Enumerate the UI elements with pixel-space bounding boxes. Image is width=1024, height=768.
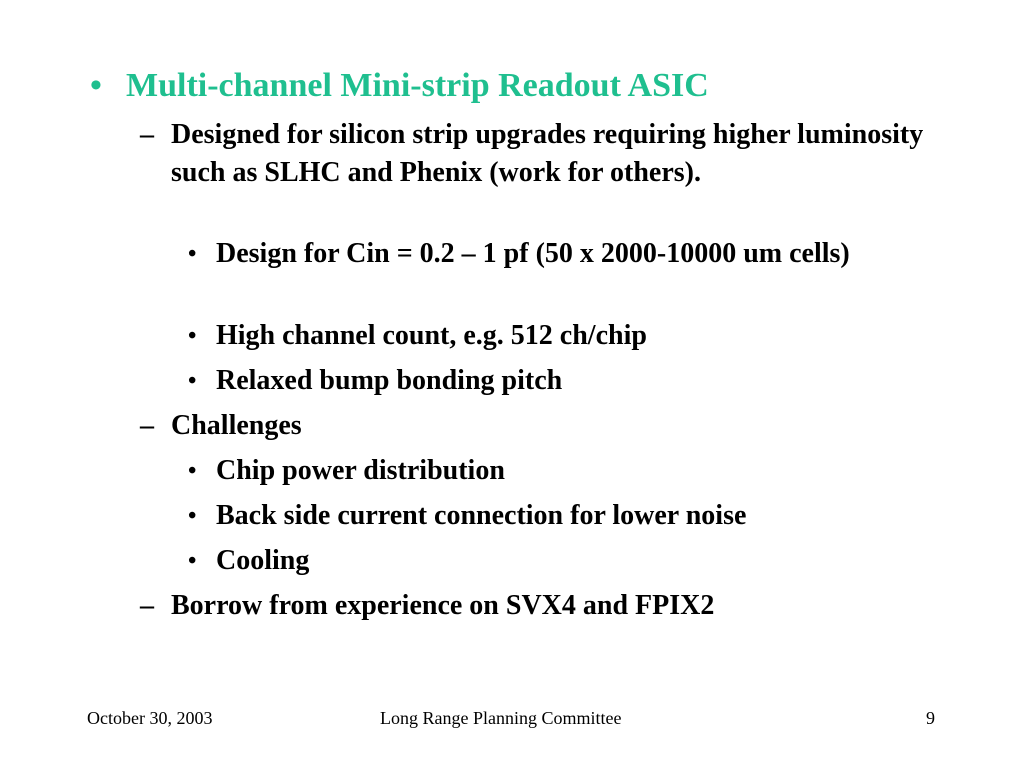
bullet-icon: • (188, 323, 197, 349)
title-bullet-icon: • (90, 67, 102, 104)
dash-marker-icon: – (140, 119, 154, 150)
bullet-icon: • (188, 548, 197, 574)
footer-date: October 30, 2003 (87, 708, 213, 728)
footer-committee: Long Range Planning Committee (380, 708, 622, 728)
slide-title: Multi-channel Mini-strip Readout ASIC (126, 67, 709, 104)
dash-marker-icon: – (140, 590, 154, 621)
bullet-icon: • (188, 503, 197, 529)
list-subitem-cooling: Cooling (216, 545, 310, 576)
list-subitem-back-side: Back side current connection for lower noise (216, 500, 747, 531)
list-subitem-cin: Design for Cin = 0.2 – 1 pf (50 x 2000-10000 um cells) (216, 238, 850, 269)
bullet-icon: • (188, 458, 197, 484)
footer-page-number: 9 (926, 708, 935, 728)
list-subitem-channel-count: High channel count, e.g. 512 ch/chip (216, 320, 647, 351)
bullet-icon: • (188, 241, 197, 267)
list-item-challenges: Challenges (171, 410, 302, 441)
dash-marker-icon: – (140, 410, 154, 441)
list-item-borrow: Borrow from experience on SVX4 and FPIX2 (171, 590, 715, 621)
bullet-icon: • (188, 368, 197, 394)
list-subitem-power: Chip power distribution (216, 455, 505, 486)
list-subitem-bump-bonding: Relaxed bump bonding pitch (216, 365, 563, 396)
list-item-designed: Designed for silicon strip upgrades requiring higher luminosity such as SLHC and Phenix (work for others). (171, 119, 924, 188)
